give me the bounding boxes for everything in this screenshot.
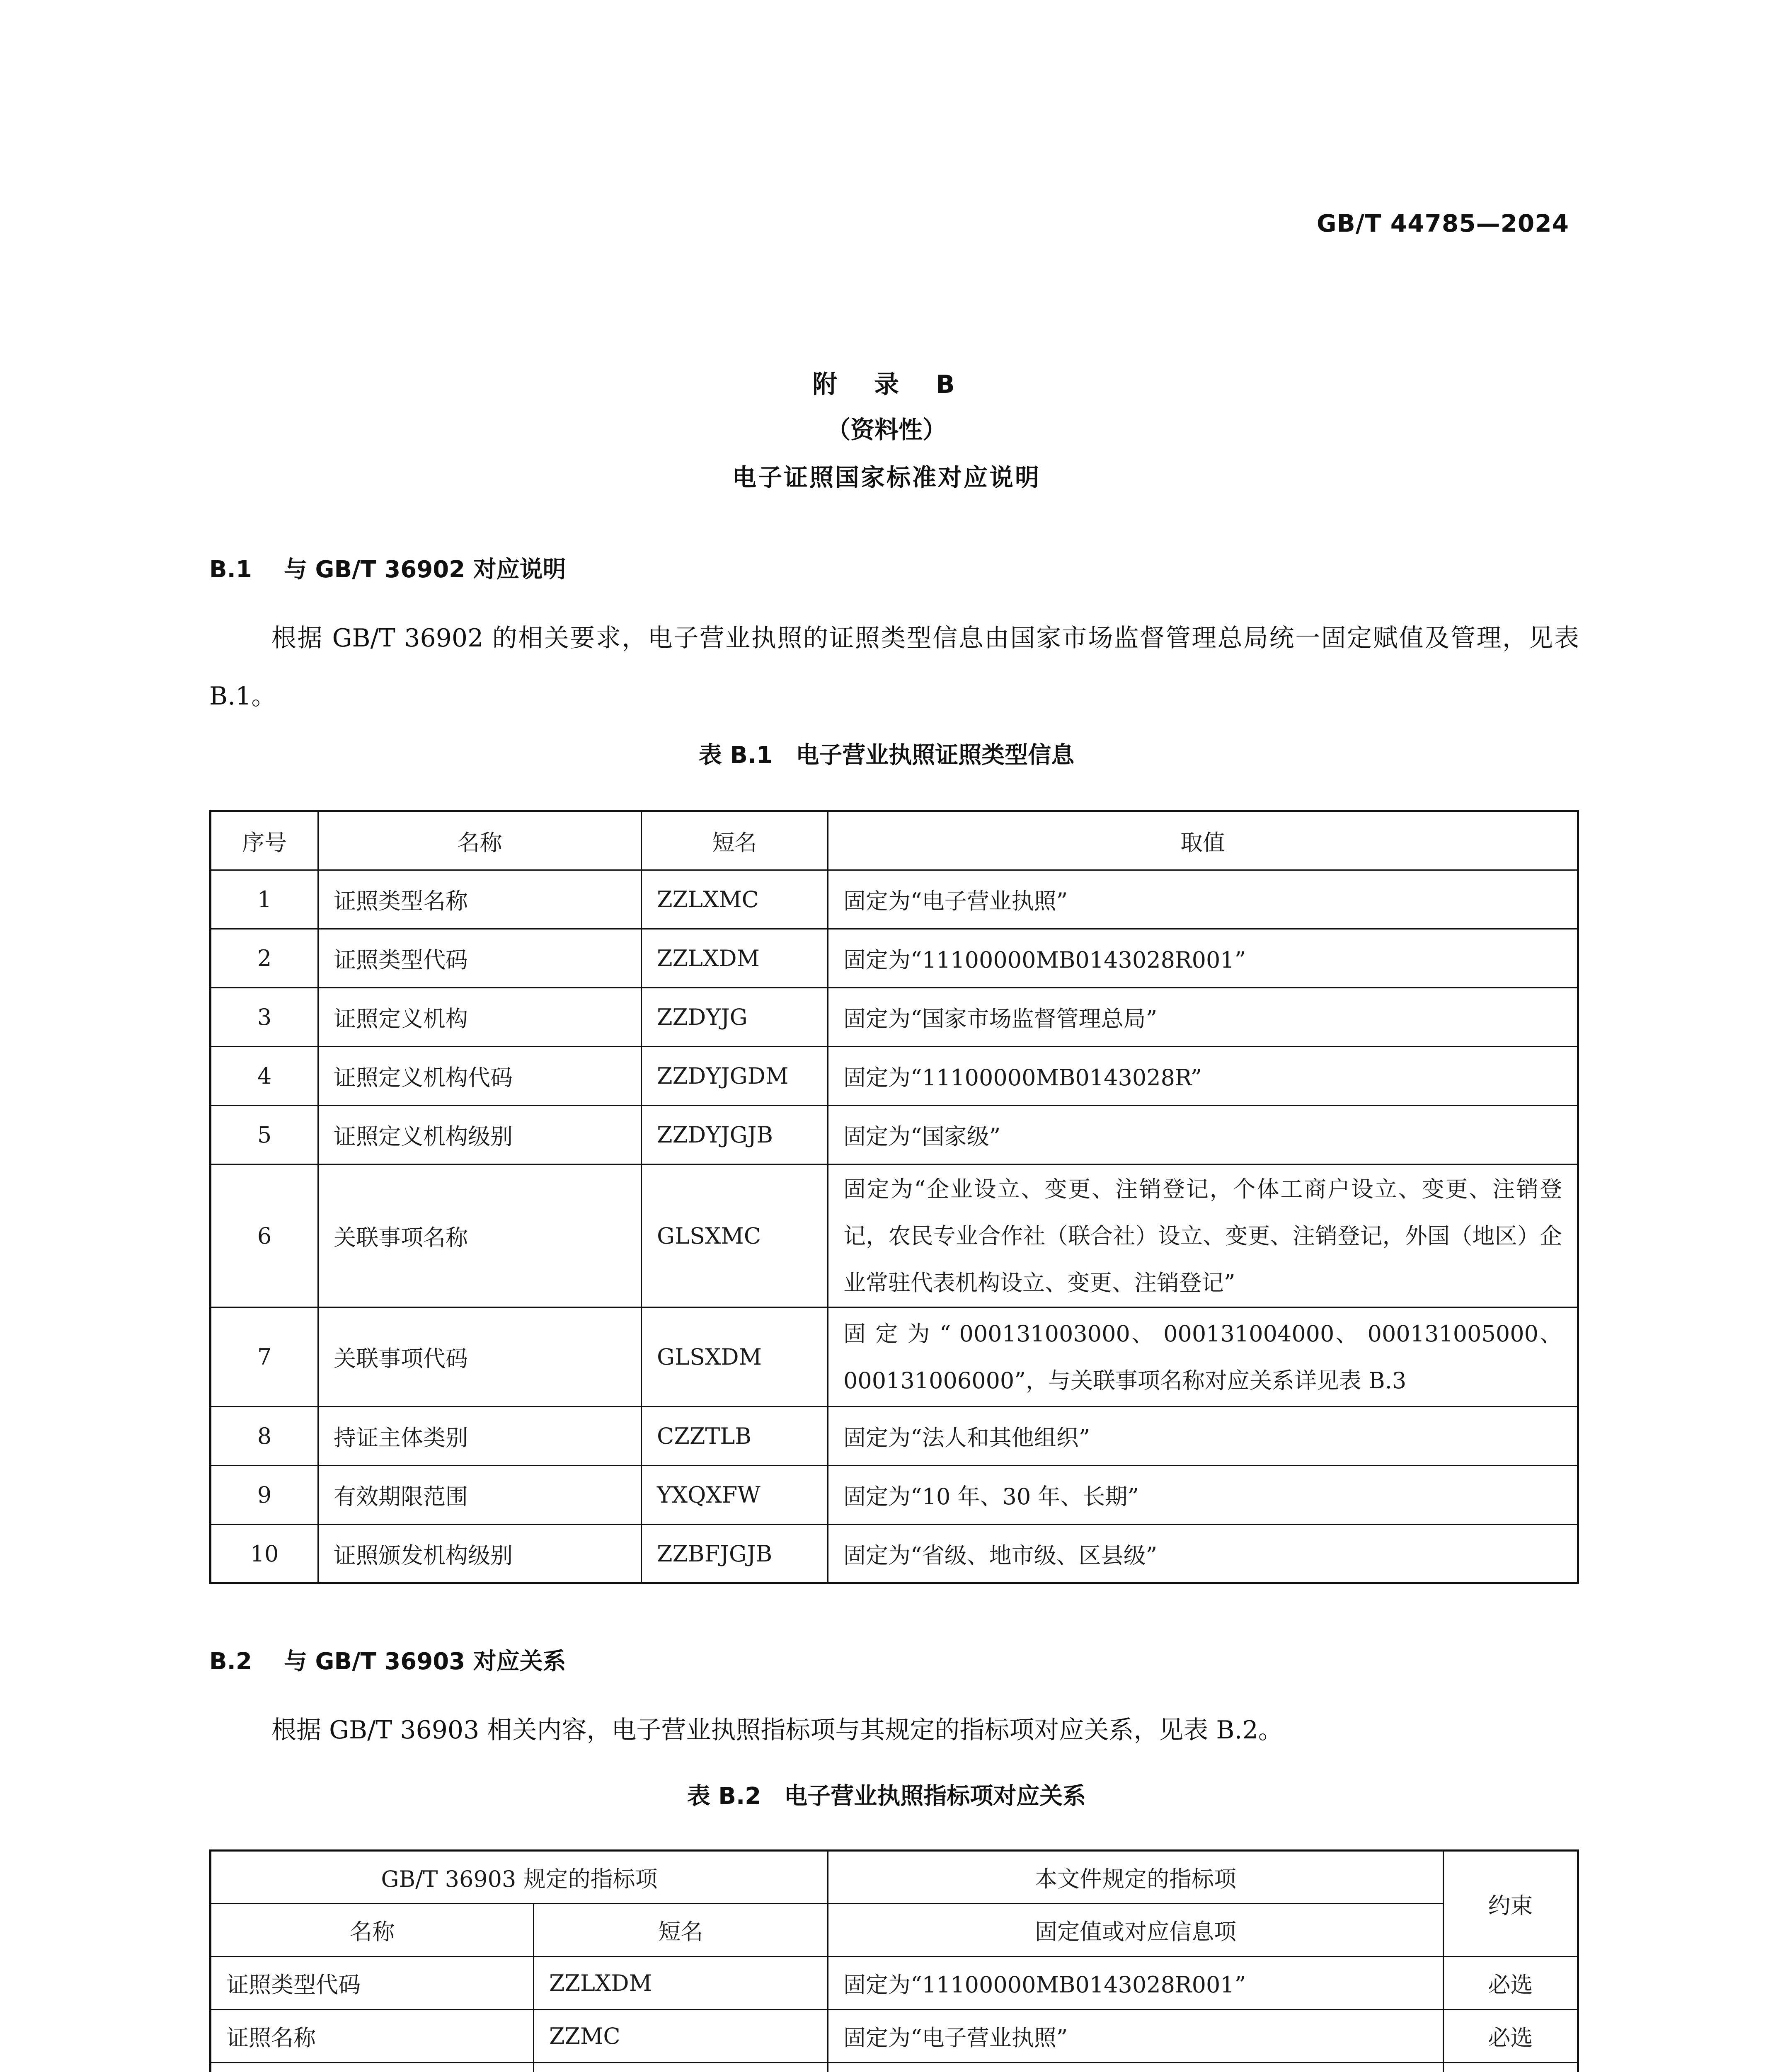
row-index: 1 <box>211 870 318 929</box>
group-header-cell: 本文件规定的指标项 <box>828 1851 1444 1904</box>
section-heading-b2 <box>209 1643 566 1676</box>
table-b2 <box>209 1849 1579 2072</box>
sub-header-cell: 固定值或对应信息项 <box>828 1904 1444 1957</box>
row-short-name: GLSXDM <box>642 1307 828 1407</box>
row-name: 关联事项名称 <box>318 1164 642 1307</box>
row-constraint <box>1444 2063 1578 2072</box>
row-value: 固定为“11100000MB0143028R001” <box>828 1957 1444 2010</box>
row-short-name: ZZLXMC <box>642 870 828 929</box>
table-row <box>211 2010 1578 2063</box>
row-name: 持证主体类别 <box>318 1407 642 1466</box>
row-short-name: ZZBFJGJB <box>642 1525 828 1583</box>
standard-code: GB/T 44785—2024 <box>1317 209 1569 237</box>
row-value: 固定为“省级、地市级、区县级” <box>828 1525 1578 1583</box>
row-value: 固定为“法人和其他组织” <box>828 1407 1578 1466</box>
sub-header-cell: 名称 <box>211 1904 534 1957</box>
row-index: 10 <box>211 1525 318 1583</box>
row-index: 8 <box>211 1407 318 1466</box>
table-row <box>211 1525 1578 1583</box>
section-title: 与 GB/T 36903 对应关系 <box>284 1648 566 1675</box>
header-cell: 序号 <box>211 811 318 870</box>
header-cell: 名称 <box>318 811 642 870</box>
row-index: 4 <box>211 1047 318 1106</box>
row-name: 证照类型名称 <box>318 870 642 929</box>
table-row <box>211 1047 1578 1106</box>
table-b1 <box>209 810 1579 1584</box>
row-name <box>211 2063 534 2072</box>
group-header-cell: GB/T 36903 规定的指标项 <box>211 1851 828 1904</box>
row-value: 固定为“11100000MB0143028R001” <box>828 929 1578 988</box>
row-short-name: ZZLXDM <box>642 929 828 988</box>
row-index: 5 <box>211 1106 318 1164</box>
row-short-name: ZZDYJG <box>642 988 828 1047</box>
table-row <box>211 1957 1578 2010</box>
section-title: 与 GB/T 36902 对应说明 <box>284 556 566 583</box>
row-constraint: 必选 <box>1444 2010 1578 2063</box>
row-value: 固定为“企业设立、变更、注销登记，个体工商户设立、变更、注销登记，农民专业合作社（联合社）设立、变更、注销登记，外国（地区）企业常驻代表机构设立、变更、注销登记” <box>828 1164 1578 1307</box>
row-value: 固定为“电子营业执照” <box>828 2010 1444 2063</box>
row-constraint: 必选 <box>1444 1957 1578 2010</box>
section-number: B.1 <box>209 556 252 583</box>
row-short-name: ZZDYJGDM <box>642 1047 828 1106</box>
table-row <box>211 1407 1578 1466</box>
row-name: 证照定义机构级别 <box>318 1106 642 1164</box>
section-paragraph-b2: 根据 GB/T 36903 相关内容，电子营业执照指标项与其规定的指标项对应关系，见表 B.2。 <box>271 1716 1283 1745</box>
table-row <box>211 988 1578 1047</box>
row-value: 固定为“国家市场监督管理总局” <box>828 988 1578 1047</box>
appendix-title: 附 录 B <box>812 370 961 399</box>
row-value: 固定为“国家级” <box>828 1106 1578 1164</box>
row-value <box>828 2063 1444 2072</box>
header-cell: 短名 <box>642 811 828 870</box>
table-row <box>211 1307 1578 1407</box>
table-header-row <box>211 811 1578 870</box>
row-name: 证照定义机构 <box>318 988 642 1047</box>
row-name: 证照类型代码 <box>318 929 642 988</box>
row-name: 有效期限范围 <box>318 1466 642 1525</box>
table-row <box>211 870 1578 929</box>
row-short-name: ZZMC <box>534 2010 828 2063</box>
row-index: 9 <box>211 1466 318 1525</box>
row-value: 固定为“11100000MB0143028R” <box>828 1047 1578 1106</box>
table-title-b1: 表 B.1 电子营业执照证照类型信息 <box>698 742 1075 769</box>
appendix-name: 电子证照国家标准对应说明 <box>732 463 1041 491</box>
group-header-cell: 约束 <box>1444 1851 1578 1957</box>
header-cell: 取值 <box>828 811 1578 870</box>
row-value: 固定为“电子营业执照” <box>828 870 1578 929</box>
row-short-name <box>534 2063 828 2072</box>
row-short-name: CZZTLB <box>642 1407 828 1466</box>
row-name: 证照类型代码 <box>211 1957 534 2010</box>
row-index: 6 <box>211 1164 318 1307</box>
appendix-nature: （资料性） <box>826 416 947 444</box>
table-group-header-row <box>211 1851 1578 1904</box>
sub-header-cell: 短名 <box>534 1904 828 1957</box>
row-short-name: ZZLXDM <box>534 1957 828 2010</box>
table-row <box>211 929 1578 988</box>
row-short-name: YXQXFW <box>642 1466 828 1525</box>
row-short-name: GLSXMC <box>642 1164 828 1307</box>
row-name: 证照颁发机构级别 <box>318 1525 642 1583</box>
table-row <box>211 1164 1578 1307</box>
row-name: 关联事项代码 <box>318 1307 642 1407</box>
section-number: B.2 <box>209 1648 252 1675</box>
section-heading-b1 <box>209 551 566 584</box>
table-sub-header-row <box>211 1904 1578 1957</box>
table-row <box>211 1466 1578 1525</box>
table-row <box>211 1106 1578 1164</box>
row-value: 固 定 为 “ 000131003000、 000131004000、 000131005000、000131006000”，与关联事项名称对应关系详见表 B.3 <box>828 1307 1578 1407</box>
row-index: 2 <box>211 929 318 988</box>
row-index: 7 <box>211 1307 318 1407</box>
row-index: 3 <box>211 988 318 1047</box>
row-name: 证照名称 <box>211 2010 534 2063</box>
section-paragraph-b1: 根据 GB/T 36902 的相关要求，电子营业执照的证照类型信息由国家市场监督管理总局统一固定赋值及管理，见表 B.1。 <box>209 624 1579 711</box>
table-row <box>211 2063 1578 2072</box>
row-name: 证照定义机构代码 <box>318 1047 642 1106</box>
row-value: 固定为“10 年、30 年、长期” <box>828 1466 1578 1525</box>
row-short-name: ZZDYJGJB <box>642 1106 828 1164</box>
table-title-b2: 表 B.2 电子营业执照指标项对应关系 <box>687 1783 1086 1810</box>
